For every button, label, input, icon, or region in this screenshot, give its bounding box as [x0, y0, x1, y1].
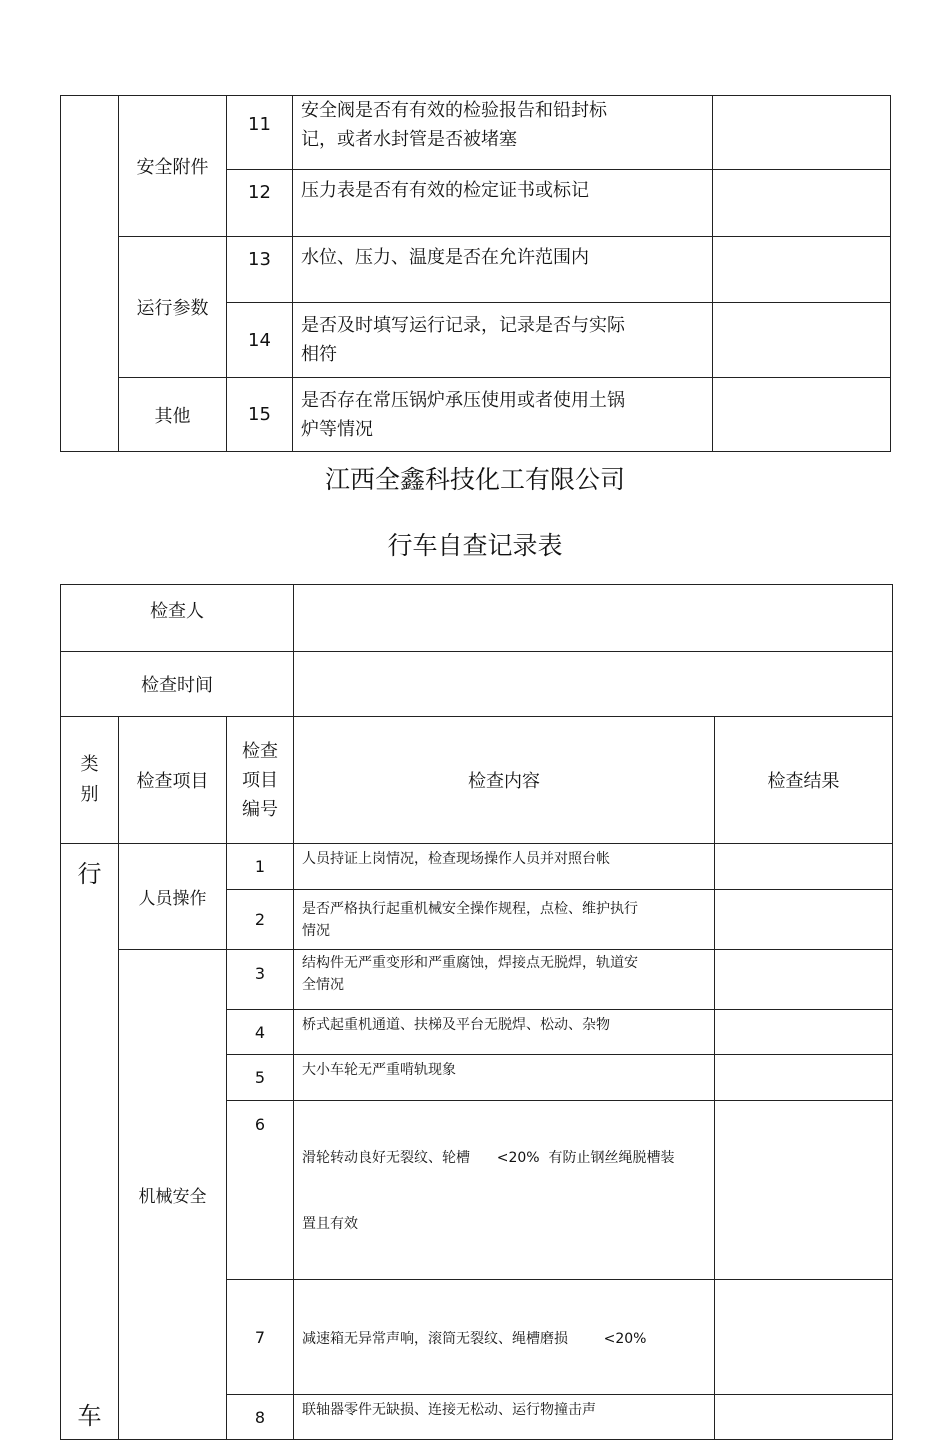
item-number-header: 检查 项目 编号	[227, 717, 294, 844]
item-number: 2	[227, 890, 294, 950]
item-number: 3	[227, 950, 294, 1010]
crane-inspection-table	[60, 584, 893, 1440]
result-cell[interactable]	[715, 844, 893, 890]
item-content: 人员持证上岗情况，检查现场操作人员并对照台帐	[294, 844, 715, 890]
result-cell[interactable]	[713, 170, 891, 237]
item-content: 结构件无严重变形和严重腐蚀，焊接点无脱焊，轨道安 全情况	[294, 950, 715, 1010]
content-header: 检查内容	[294, 717, 715, 844]
group-safety-accessories: 安全附件	[119, 96, 227, 237]
item-number: 11	[227, 96, 293, 170]
result-cell[interactable]	[715, 1280, 893, 1395]
category-crane	[61, 844, 119, 1440]
item-number: 4	[227, 1010, 294, 1055]
item-number: 15	[227, 378, 293, 452]
item-number: 7	[227, 1280, 294, 1395]
item-number: 6	[227, 1101, 294, 1280]
result-cell[interactable]	[715, 1101, 893, 1280]
item-header: 检查项目	[119, 717, 227, 844]
item-content: 压力表是否有有效的检定证书或标记	[293, 170, 713, 237]
item-number: 1	[227, 844, 294, 890]
result-cell[interactable]	[713, 96, 891, 170]
inspector-label: 检查人	[61, 585, 294, 652]
category-char-1: 行	[77, 860, 102, 888]
item-content: 联轴器零件无缺损、连接无松动、运行物撞击声	[294, 1395, 715, 1440]
result-header: 检查结果	[715, 717, 893, 844]
item-number: 5	[227, 1055, 294, 1101]
item-content: 减速箱无异常声响，滚筒无裂纹、绳槽磨损 <20%	[294, 1280, 715, 1395]
item-content: 滑轮转动良好无裂纹、轮槽 <20% 有防止钢丝绳脱槽装 置且有效	[294, 1101, 715, 1280]
item-content: 桥式起重机通道、扶梯及平台无脱焊、松动、杂物	[294, 1010, 715, 1055]
inspection-time-field[interactable]	[294, 652, 893, 717]
result-cell[interactable]	[715, 950, 893, 1010]
item-content: 是否存在常压锅炉承压使用或者使用土锅 炉等情况	[293, 378, 713, 452]
result-cell[interactable]	[715, 1395, 893, 1440]
item-content: 大小车轮无严重啃轨现象	[294, 1055, 715, 1101]
item-number: 14	[227, 303, 293, 378]
inspection-time-label: 检查时间	[61, 652, 294, 717]
item-content: 水位、压力、温度是否在允许范围内	[293, 237, 713, 303]
category-char-2: 车	[77, 1402, 102, 1430]
inspector-field[interactable]	[294, 585, 893, 652]
item-content: 安全阀是否有有效的检验报告和铅封标 记，或者水封管是否被堵塞	[293, 96, 713, 170]
group-other: 其他	[119, 378, 227, 452]
result-cell[interactable]	[715, 1010, 893, 1055]
result-cell[interactable]	[713, 237, 891, 303]
category-header: 类 别	[61, 717, 119, 844]
company-name: 江西全鑫科技化工有限公司	[324, 465, 625, 494]
item-content: 是否严格执行起重机械安全操作规程，点检、维护执行 情况	[294, 890, 715, 950]
result-cell[interactable]	[715, 1055, 893, 1101]
item-content: 是否及时填写运行记录，记录是否与实际 相符	[293, 303, 713, 378]
item-number: 12	[227, 170, 293, 237]
group-operating-parameters: 运行参数	[119, 237, 227, 378]
boiler-inspection-table	[60, 95, 891, 452]
result-cell[interactable]	[713, 378, 891, 452]
item-number: 8	[227, 1395, 294, 1440]
form-title: 行车自查记录表	[387, 531, 563, 560]
result-cell[interactable]	[713, 303, 891, 378]
category-cell	[61, 96, 119, 452]
group-personnel-operation: 人员操作	[119, 844, 227, 950]
group-mechanical-safety: 机械安全	[119, 950, 227, 1440]
result-cell[interactable]	[715, 890, 893, 950]
item-number: 13	[227, 237, 293, 303]
